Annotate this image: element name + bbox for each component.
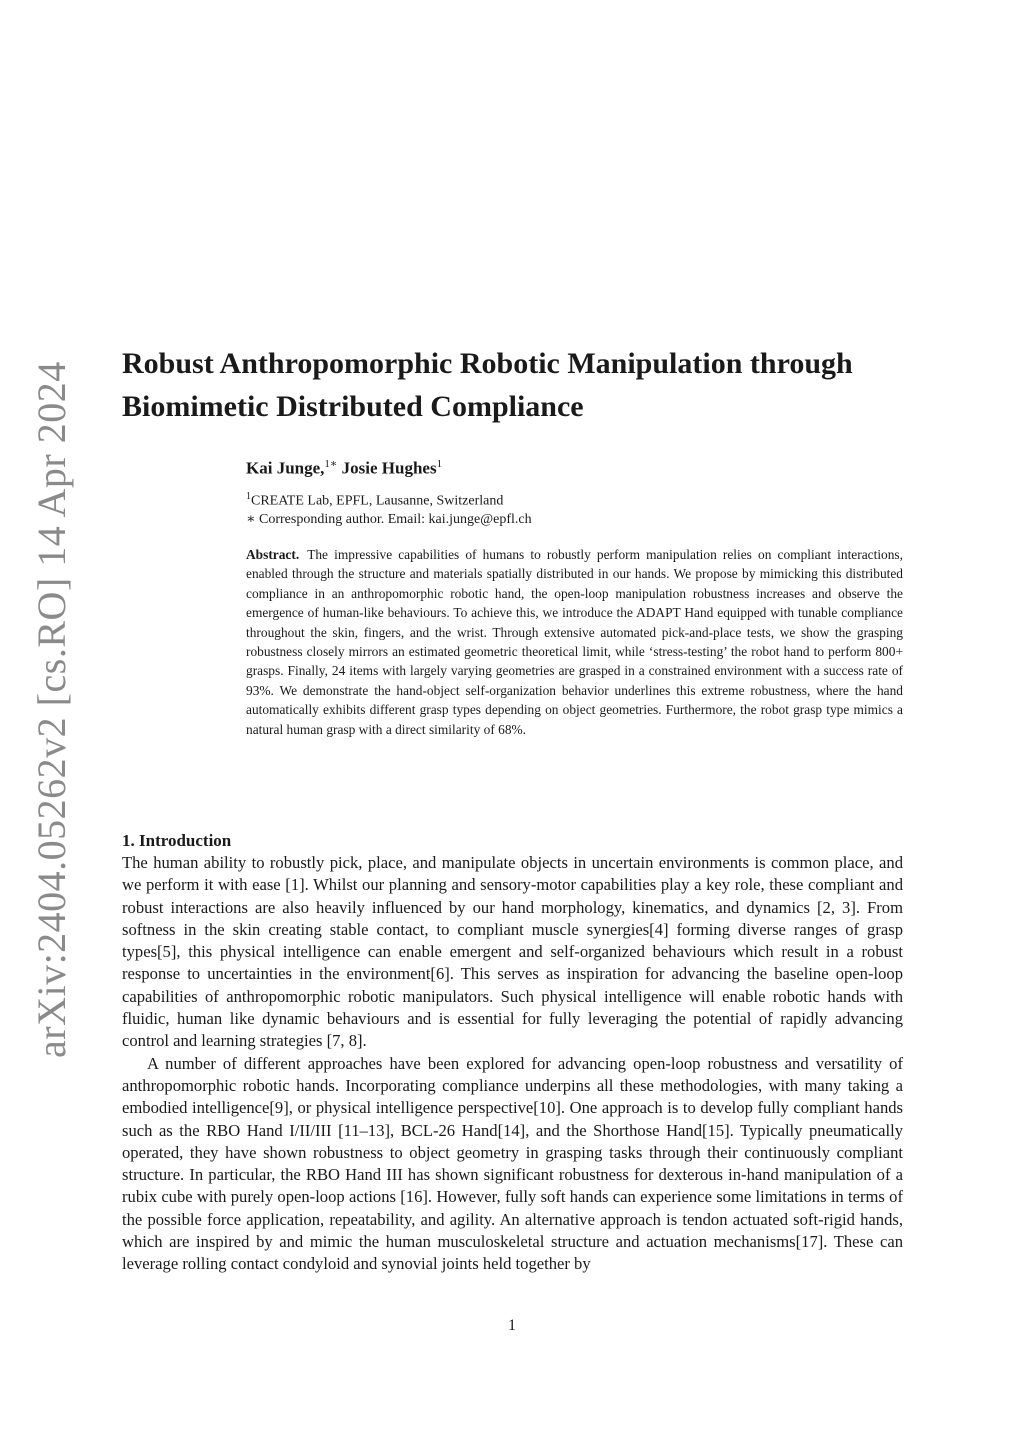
author-affiliation-marker: 1 xyxy=(436,458,443,470)
paragraph: The human ability to robustly pick, place, and manipulate objects in uncertain environments is common place, and we perform it with ease [1]. Whilst our planning and sensory-motor capabilities play a key role, these compliant and robust interactions are also heavily influenced by our hand morphology, kinematics, and dynamics [2, 3]. From softness in the skin creating stable contact, to compliant muscle synergies[4] forming diverse ranges of grasp types[5], this physical intelligence can enable emergent and self-organized behaviours which result in a robust response to uncertainties in the environment[6]. This serves as inspiration for advancing the baseline open-loop capabilities of anthropomorphic robotic manipulators. Such physical intelligence will enable robotic hands with fluidic, human like dynamic behaviours and is essential for fully leveraging the potential of rapidly advancing control and learning strategies [7, 8]. xyxy=(122,853,903,1051)
section-heading: 1. Introduction xyxy=(122,831,232,850)
author-block xyxy=(246,453,906,529)
arxiv-identifier-stamp: arXiv:2404.05262v2 [cs.RO] 14 Apr 2024 xyxy=(29,361,74,1058)
affiliation-text: CREATE Lab, EPFL, Lausanne, Switzerland xyxy=(251,493,504,509)
abstract-text: The impressive capabilities of humans to robustly perform manipulation relies on compliant interactions, enabled through the structure and materials spatially distributed in our hands. We propose by mimicking this distributed compliance in an anthropomorphic robotic hand, the open-loop manipulation robustness increases and observe the emergence of human-like behaviours. To achieve this, we introduce the ADAPT Hand equipped with tunable compliance throughout the skin, fingers, and the wrist. Through extensive automated pick-and-place tests, we show the grasping robustness closely mirrors an estimated geometric theoretical limit, while ‘stress-testing’ the robot hand to perform 800+ grasps. Finally, 24 items with largely varying geometries are grasped in a constrained environment with a success rate of 93%. We demonstrate the hand-object self-organization behavior underlines this extreme robustness, where the hand automatically exhibits different grasp types depending on object geometries. Furthermore, the robot grasp type mimics a natural human grasp with a direct similarity of 68%. xyxy=(246,547,903,737)
introduction-body xyxy=(122,852,903,1276)
author-name: Kai Junge, xyxy=(246,458,325,478)
paper-title: Robust Anthropomorphic Robotic Manipulation through Biomimetic Distributed Compliance xyxy=(122,347,853,423)
author-affiliation-marker: 1∗ xyxy=(324,458,338,470)
author-list xyxy=(246,453,906,480)
corresponding-author: ∗ Corresponding author. Email: kai.junge@epfl.ch xyxy=(246,512,532,528)
page-number: 1 xyxy=(508,1317,516,1334)
abstract-label: Abstract. xyxy=(246,547,300,562)
abstract xyxy=(246,545,903,739)
paragraph: A number of different approaches have been explored for advancing open-loop robustness and versatility of anthropomorphic robotic hands. Incorporating compliance underpins all these methodologies, with many taking a embodied intelligence[9], or physical intelligence perspective[10]. One approach is to develop fully compliant hands such as the RBO Hand I/II/III [11–13], BCL-26 Hand[14], and the Shorthose Hand[15]. Typically pneumatically operated, they have shown robustness to object geometry in grasping tasks through their continuously compliant structure. In particular, the RBO Hand III has shown significant robustness for dexterous in-hand manipulation of a rubix cube with purely open-loop actions [16]. However, fully soft hands can experience some limitations in terms of the possible force application, repeatability, and agility. An alternative approach is tendon actuated soft-rigid hands, which are inspired by and mimic the human musculoskeletal structure and actuation mechanisms[17]. These can leverage rolling contact condyloid and synovial joints held together by xyxy=(122,1053,903,1274)
affiliation xyxy=(246,487,906,511)
affiliation-marker: 1 xyxy=(246,490,251,502)
author-name: Josie Hughes xyxy=(341,458,437,478)
